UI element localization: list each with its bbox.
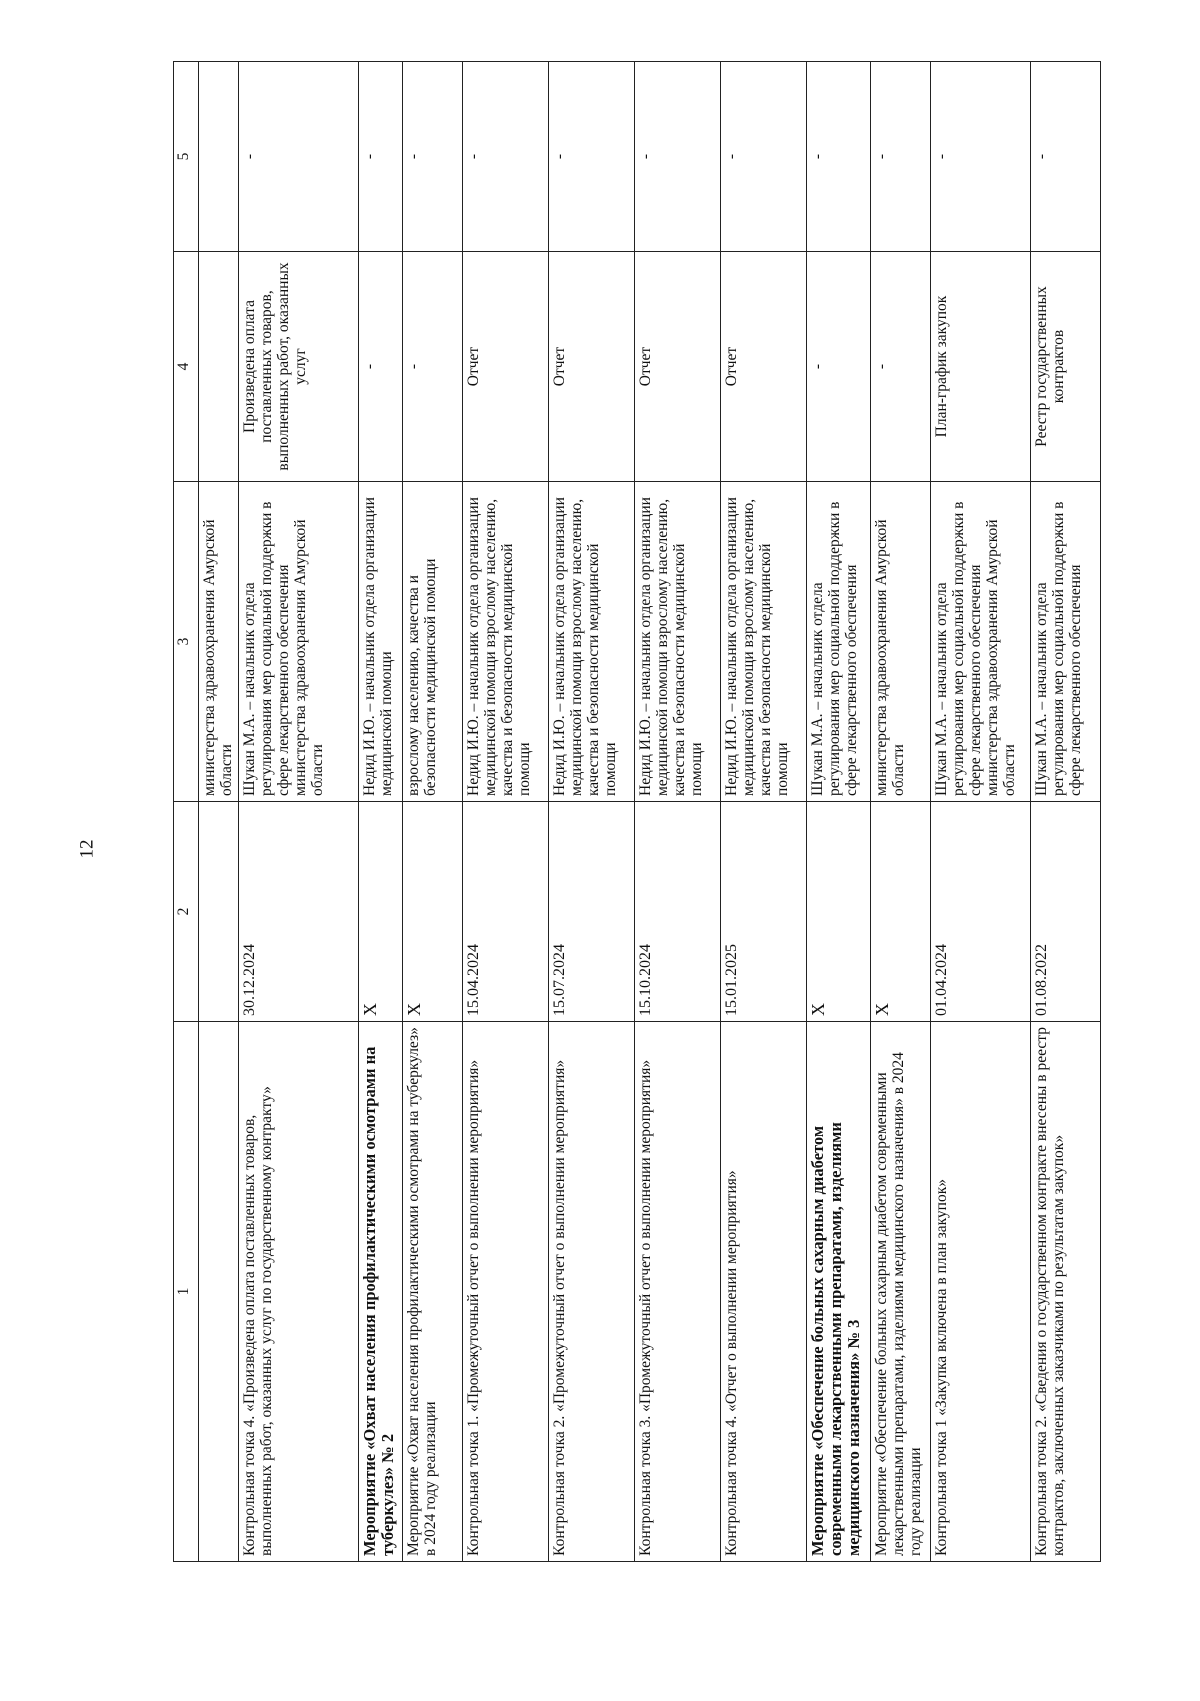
table-row [721, 62, 807, 1562]
table-row [635, 62, 721, 1562]
cell-document: Реестр государственных контрактов [1031, 252, 1101, 482]
cell-responsible: Шукан М.А. – начальник отдела регулирования мер социальной поддержки в сфере лекарственного обеспечения министерства здравоохранения Амурской области [931, 482, 1031, 802]
cell-activity-name: Мероприятие «Обеспечение больных сахарным диабетом современными лекарственными препаратами, изделиями медицинского назначения» № 3 [807, 1022, 871, 1562]
cell-activity-name: Контрольная точка 2. «Промежуточный отчет о выполнении мероприятия» [549, 1022, 635, 1562]
cell-deadline: 30.12.2024 [239, 802, 359, 1022]
cell-note: - [871, 62, 931, 252]
cell-deadline: X [359, 802, 403, 1022]
cell-activity-name: Контрольная точка 4. «Отчет о выполнении мероприятия» [721, 1022, 807, 1562]
column-header-5: 5 [174, 62, 199, 252]
table-row [1031, 62, 1101, 1562]
cell-deadline: X [871, 802, 931, 1022]
cell-activity-name: Контрольная точка 1. «Промежуточный отчет о выполнении мероприятия» [463, 1022, 549, 1562]
cell-note: - [635, 62, 721, 252]
cell-deadline: 15.10.2024 [635, 802, 721, 1022]
cell-deadline: 15.07.2024 [549, 802, 635, 1022]
cell-note: - [931, 62, 1031, 252]
cell-responsible: Шукан М.А. – начальник отдела регулирования мер социальной поддержки в сфере лекарственного обеспечения министерства здравоохранения Амурской области [239, 482, 359, 802]
cell-document: - [871, 252, 931, 482]
cell-activity-name: Мероприятие «Охват населения профилактическими осмотрами на туберкулез» в 2024 году реализации [403, 1022, 463, 1562]
column-header-4: 4 [174, 252, 199, 482]
cell-responsible: взрослому населению, качества и безопасности медицинской помощи [403, 482, 463, 802]
cell-document: Отчет [549, 252, 635, 482]
page-number: 12 [76, 839, 98, 859]
cell-deadline: 01.08.2022 [1031, 802, 1101, 1022]
cell-responsible: министерства здравоохранения Амурской области [871, 482, 931, 802]
cell-document: Произведена оплата поставленных товаров, выполненных работ, оказанных услуг [239, 252, 359, 482]
header-row [174, 62, 199, 1562]
table-row [807, 62, 871, 1562]
cell-responsible: Недид И.Ю. – начальник отдела организации медицинской помощи взрослому населению, качества и безопасности медицинской помощи [463, 482, 549, 802]
column-header-2: 2 [174, 802, 199, 1022]
cell-activity-name: Контрольная точка 2. «Сведения о государственном контракте внесены в реестр контрактов, заключенных заказчиками по результатам закупок» [1031, 1022, 1101, 1562]
cell-activity-name: Контрольная точка 3. «Промежуточный отчет о выполнении мероприятия» [635, 1022, 721, 1562]
cell-document: Отчет [635, 252, 721, 482]
table-row [931, 62, 1031, 1562]
cell-note: - [721, 62, 807, 252]
column-header-1: 1 [174, 1022, 199, 1562]
cell-responsible: министерства здравоохранения Амурской области [199, 482, 239, 802]
cell-activity-name: Мероприятие «Охват населения профилактическими осмотрами на туберкулез» № 2 [359, 1022, 403, 1562]
cell-document [199, 252, 239, 482]
cell-deadline: X [807, 802, 871, 1022]
cell-deadline: 15.04.2024 [463, 802, 549, 1022]
cell-activity-name: Контрольная точка 1 «Закупка включена в план закупок» [931, 1022, 1031, 1562]
cell-note: - [549, 62, 635, 252]
cell-document: - [359, 252, 403, 482]
cell-note: - [239, 62, 359, 252]
cell-responsible: Шукан М.А. – начальник отдела регулирования мер социальной поддержки в сфере лекарственного обеспечения [1031, 482, 1101, 802]
cell-note: - [359, 62, 403, 252]
cell-note: - [463, 62, 549, 252]
table-wrapper [173, 62, 1085, 1562]
plan-table [173, 61, 1101, 1562]
cell-document: План-график закупок [931, 252, 1031, 482]
cell-activity-name [199, 1022, 239, 1562]
table-row [403, 62, 463, 1562]
cell-document: Отчет [463, 252, 549, 482]
cell-activity-name: Мероприятие «Обеспечение больных сахарным диабетом современными лекарственными препаратами, изделиями медицинского назначения» в 2024 году реализации [871, 1022, 931, 1562]
table-row [463, 62, 549, 1562]
cell-activity-name: Контрольная точка 4. «Произведена оплата поставленных товаров, выполненных работ, оказанных услуг по государственному контракту» [239, 1022, 359, 1562]
cell-note [199, 62, 239, 252]
cell-note: - [1031, 62, 1101, 252]
cell-deadline: 01.04.2024 [931, 802, 1031, 1022]
cell-responsible: Недид И.Ю. – начальник отдела организации медицинской помощи взрослому населению, качества и безопасности медицинской помощи [549, 482, 635, 802]
table-body [199, 62, 1101, 1562]
cell-document: Отчет [721, 252, 807, 482]
cell-responsible: Недид И.Ю. – начальник отдела организации медицинской помощи [359, 482, 403, 802]
cell-deadline: 15.01.2025 [721, 802, 807, 1022]
table-row [199, 62, 239, 1562]
cell-document: - [807, 252, 871, 482]
table-row [871, 62, 931, 1562]
table-row [549, 62, 635, 1562]
rotated-table-frame [173, 62, 1085, 1562]
table-row [239, 62, 359, 1562]
cell-deadline [199, 802, 239, 1022]
cell-deadline: X [403, 802, 463, 1022]
column-header-3: 3 [174, 482, 199, 802]
cell-responsible: Недид И.Ю. – начальник отдела организации медицинской помощи взрослому населению, качества и безопасности медицинской помощи [635, 482, 721, 802]
cell-note: - [403, 62, 463, 252]
table-row [359, 62, 403, 1562]
cell-note: - [807, 62, 871, 252]
cell-responsible: Шукан М.А. – начальник отдела регулирования мер социальной поддержки в сфере лекарственного обеспечения [807, 482, 871, 802]
cell-responsible: Недид И.Ю. – начальник отдела организации медицинской помощи взрослому населению, качества и безопасности медицинской помощи [721, 482, 807, 802]
cell-document: - [403, 252, 463, 482]
